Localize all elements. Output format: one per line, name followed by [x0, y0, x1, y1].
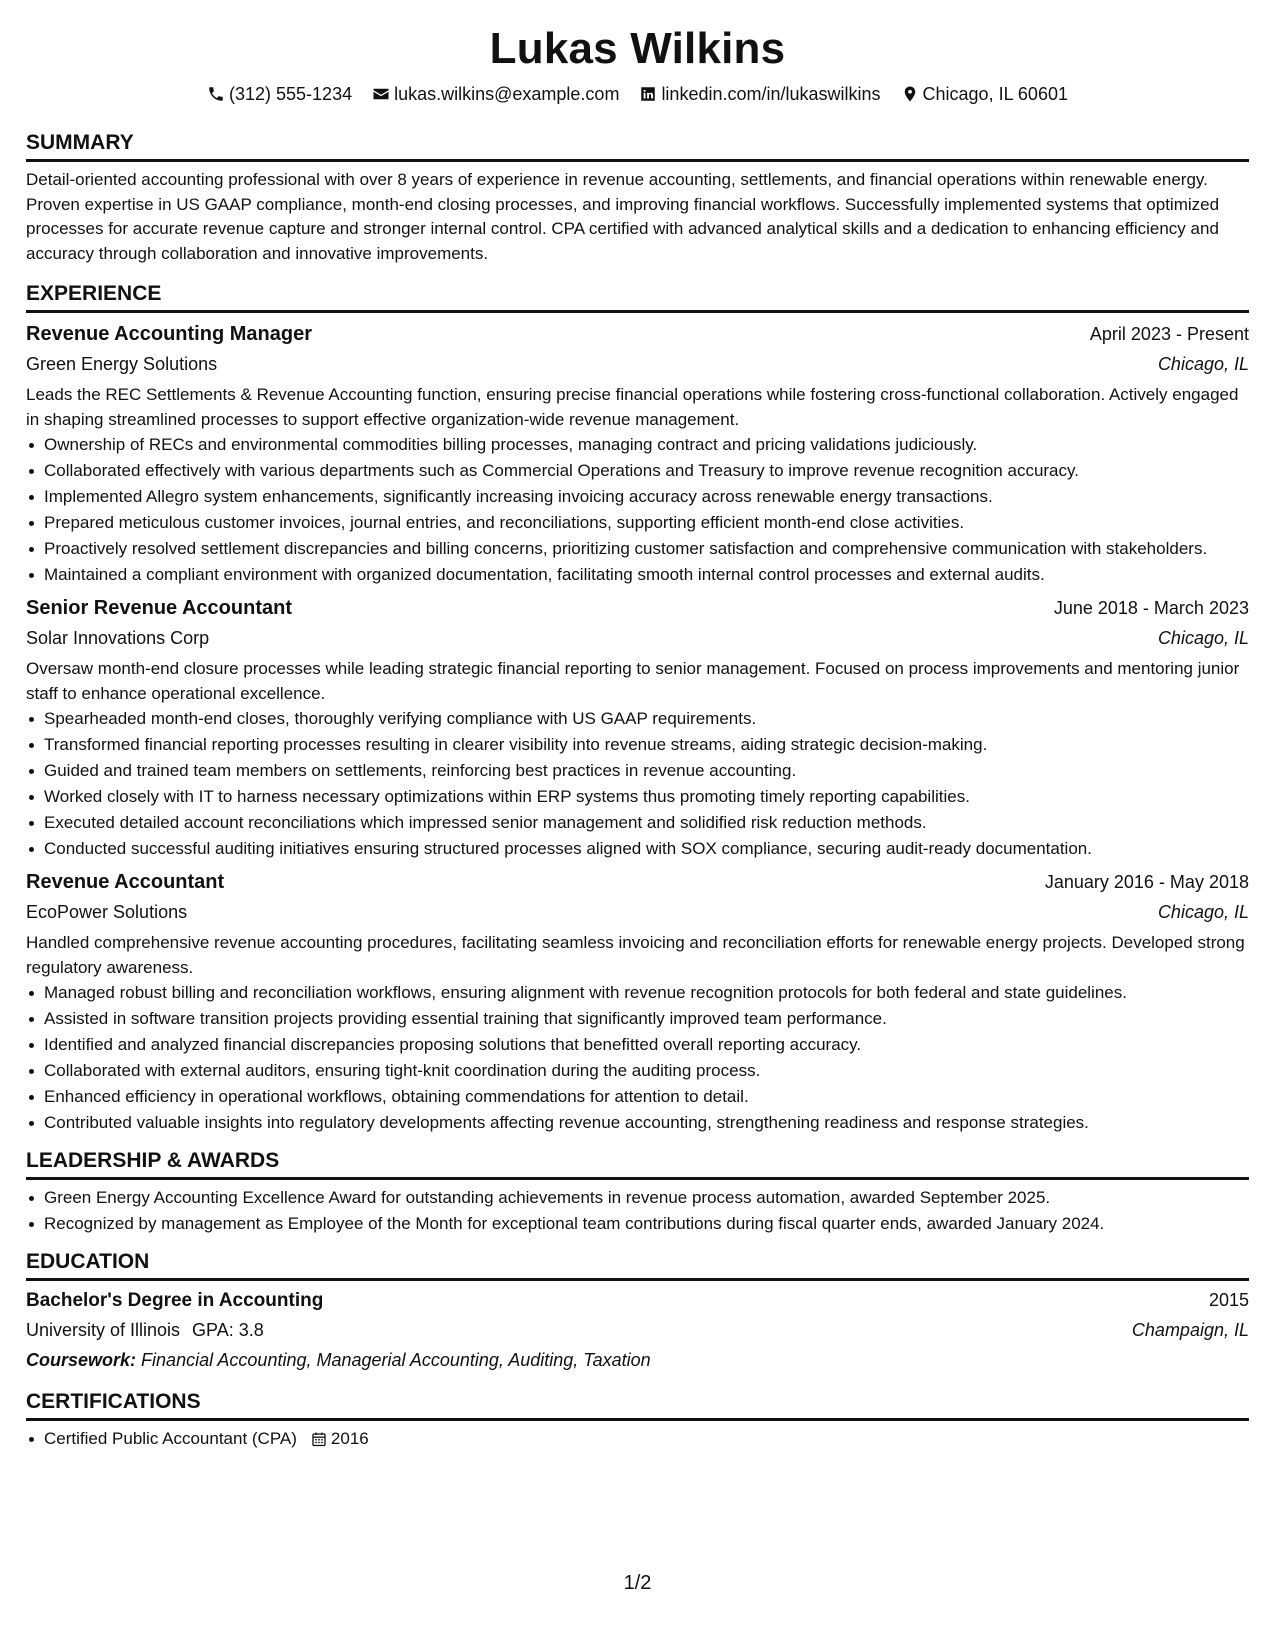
coursework-label: Coursework: [26, 1350, 137, 1370]
job-location: Chicago, IL [1157, 628, 1249, 648]
section-title: EXPERIENCE [26, 280, 1249, 313]
job-title: Revenue Accountant [26, 871, 225, 893]
certification-year: 2016 [330, 1429, 369, 1448]
job-description: Handled comprehensive revenue accounting procedures, facilitating seamless invoicing and reconciliation efforts for renewable energy projects. Developed strong regulatory awareness. [26, 933, 1245, 977]
job-dates: June 2018 - March 2023 [1053, 598, 1249, 618]
list-item: Managed robust billing and reconciliation workflows, ensuring alignment with revenue recognition protocols for both federal and state guidelines. [26, 981, 1249, 1005]
summary-section [26, 129, 1249, 266]
degree-name: Bachelor's Degree in Accounting [26, 1290, 324, 1311]
gpa: GPA: 3.8 [192, 1320, 264, 1340]
coursework [26, 1344, 1249, 1376]
list-item: Implemented Allegro system enhancements, significantly increasing invoicing accuracy across renewable energy transactions. [26, 485, 1249, 509]
map-pin-icon [901, 85, 919, 103]
job-bullets [26, 433, 1249, 587]
linkedin-link[interactable]: linkedin.com/in/lukaswilkins [661, 84, 881, 104]
list-item: Identified and analyzed financial discrepancies proposing solutions that benefitted overall reporting accuracy. [26, 1033, 1249, 1057]
certification-name: Certified Public Accountant (CPA) [44, 1429, 297, 1448]
job-description: Leads the REC Settlements & Revenue Accounting function, ensuring precise financial operations while fostering cross-functional collaboration. Actively engaged in shaping streamlined processes to support effective organization-wide revenue management. [26, 385, 1239, 429]
envelope-icon [372, 85, 390, 103]
job-location: Chicago, IL [1157, 902, 1249, 922]
company-name: Solar Innovations Corp [26, 628, 210, 648]
list-item: Maintained a compliant environment with organized documentation, facilitating smooth internal control processes and external audits. [26, 563, 1249, 587]
awards-section [26, 1147, 1249, 1236]
email-link[interactable]: lukas.wilkins@example.com [394, 84, 620, 104]
contact-location [901, 81, 1068, 107]
list-item: Contributed valuable insights into regulatory developments affecting revenue accounting, strengthening readiness and response strategies. [26, 1111, 1249, 1135]
list-item: Collaborated effectively with various departments such as Commercial Operations and Treasury to improve revenue recognition accuracy. [26, 459, 1249, 483]
list-item: Conducted successful auditing initiatives ensuring structured processes aligned with SOX compliance, securing audit-ready documentation. [26, 837, 1249, 861]
list-item: Assisted in software transition projects providing essential training that significantly improved team performance. [26, 1007, 1249, 1031]
list-item: Transformed financial reporting processes resulting in clearer visibility into revenue streams, aiding strategic decision-making. [26, 733, 1249, 757]
phone-text: (312) 555-1234 [229, 84, 353, 104]
certifications-list [26, 1427, 1249, 1451]
section-title: EDUCATION [26, 1248, 1249, 1281]
job-entry [26, 319, 1249, 587]
education-section [26, 1248, 1249, 1376]
section-title: LEADERSHIP & AWARDS [26, 1147, 1249, 1180]
coursework-list: Financial Accounting, Managerial Accounting, Auditing, Taxation [141, 1350, 651, 1370]
contact-email[interactable] [372, 81, 619, 107]
experience-section [26, 280, 1249, 1135]
list-item: Green Energy Accounting Excellence Award for outstanding achievements in revenue process automation, awarded September 2025. [26, 1186, 1249, 1210]
list-item: Proactively resolved settlement discrepancies and billing concerns, prioritizing customer satisfaction and comprehensive communication with stakeholders. [26, 537, 1249, 561]
contact-info [26, 81, 1249, 107]
school-location: Champaign, IL [1131, 1320, 1249, 1340]
list-item [26, 1427, 1249, 1451]
list-item: Enhanced efficiency in operational workflows, obtaining commendations for attention to detail. [26, 1085, 1249, 1109]
company-name: EcoPower Solutions [26, 902, 188, 922]
list-item: Ownership of RECs and environmental commodities billing processes, managing contract and pricing validations judiciously. [26, 433, 1249, 457]
list-item: Prepared meticulous customer invoices, journal entries, and reconciliations, supporting efficient month-end close activities. [26, 511, 1249, 535]
school-name: University of Illinois [26, 1320, 181, 1340]
job-bullets [26, 707, 1249, 861]
job-title: Senior Revenue Accountant [26, 597, 292, 619]
certifications-section [26, 1388, 1249, 1451]
school-line [26, 1316, 264, 1344]
company-name: Green Energy Solutions [26, 354, 218, 374]
phone-icon [207, 85, 225, 103]
section-title: CERTIFICATIONS [26, 1388, 1249, 1421]
list-item: Spearheaded month-end closes, thoroughly verifying compliance with US GAAP requirements. [26, 707, 1249, 731]
job-title: Revenue Accounting Manager [26, 323, 312, 345]
job-bullets [26, 981, 1249, 1135]
contact-linkedin[interactable] [639, 81, 880, 107]
awards-list [26, 1186, 1249, 1236]
summary-text: Detail-oriented accounting professional with over 8 years of experience in revenue accounting, settlements, and financial operations within renewable energy. Proven expertise in US GAAP compliance, month-end closing processes, and improving financial workflows. Successfully implemented systems that optimized processes for accurate revenue capture and stronger internal control. CPA certified with advanced analytical skills and a dedication to enhancing efficiency and accuracy through collaboration and innovative improvements. [26, 170, 1220, 263]
job-location: Chicago, IL [1157, 354, 1249, 374]
resume-page [26, 20, 1249, 1453]
job-description: Oversaw month-end closure processes while leading strategic financial reporting to senior management. Focused on process improvements and mentoring junior staff to enhance operational excellence. [26, 659, 1240, 703]
graduation-year: 2015 [1208, 1290, 1249, 1310]
resume-header [26, 20, 1249, 107]
list-item: Recognized by management as Employee of the Month for exceptional team contributions during fiscal quarter ends, awarded January 2024. [26, 1212, 1249, 1236]
linkedin-icon [639, 85, 657, 103]
page-number: 1/2 [623, 1572, 652, 1594]
list-item: Worked closely with IT to harness necessary optimizations within ERP systems thus promoting timely reporting capabilities. [26, 785, 1249, 809]
list-item: Collaborated with external auditors, ensuring tight-knit coordination during the auditing process. [26, 1059, 1249, 1083]
calendar-icon [301, 1431, 327, 1447]
contact-phone [207, 81, 352, 107]
job-entry [26, 867, 1249, 1135]
job-dates: January 2016 - May 2018 [1044, 872, 1249, 892]
location-text: Chicago, IL 60601 [922, 84, 1068, 104]
list-item: Executed detailed account reconciliations which impressed senior management and solidified risk reduction methods. [26, 811, 1249, 835]
job-entry [26, 593, 1249, 861]
list-item: Guided and trained team members on settlements, reinforcing best practices in revenue accounting. [26, 759, 1249, 783]
section-title: SUMMARY [26, 129, 1249, 162]
candidate-name: Lukas Wilkins [489, 24, 786, 73]
job-dates: April 2023 - Present [1089, 324, 1249, 344]
